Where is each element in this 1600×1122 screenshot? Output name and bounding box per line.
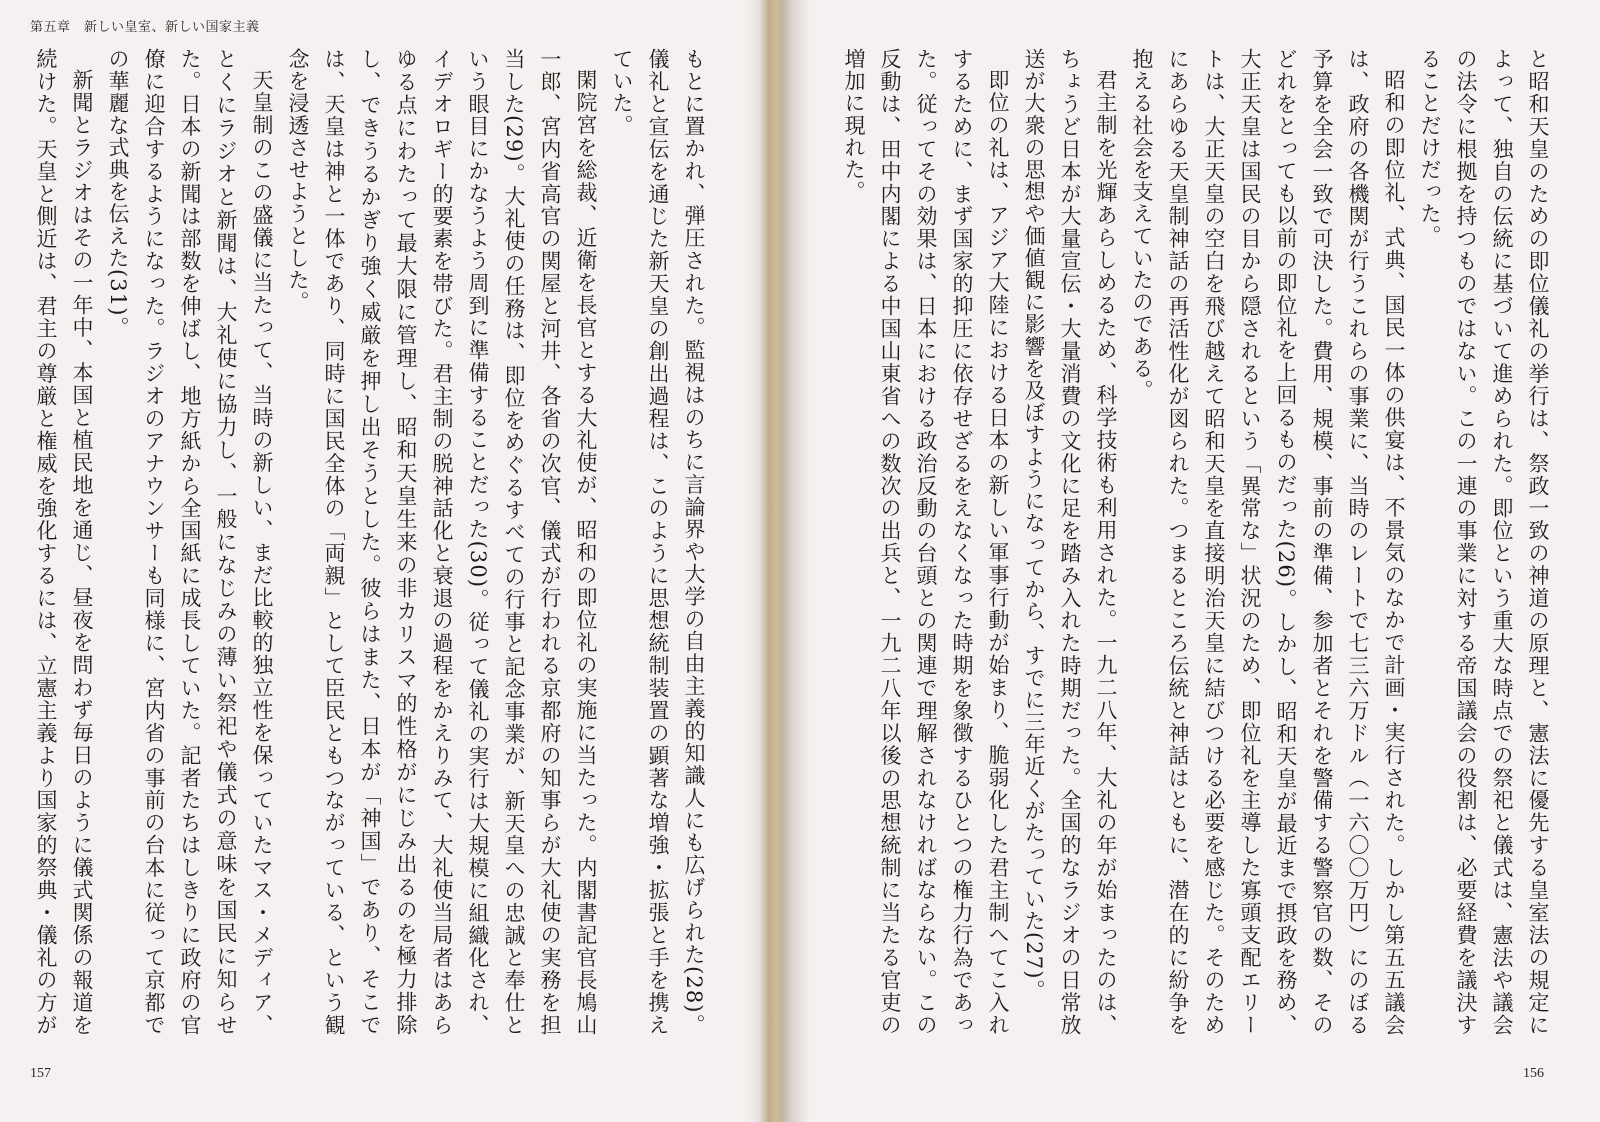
paragraph: 君主制を光輝あらしめるため、科学技術も利用された。一九二八年、大礼の年が始まったのは、ちょうど日本が大量宣伝・大量消費の文化に足を踏み入れた時期だった。全国的なラジオの日常放送が大衆の思想や価値観に影響を及ぼすようになってから、すでに三年近くがたっていた(27)。 bbox=[1022, 48, 1118, 1036]
paragraph: 即位の礼は、アジア大陸における日本の新しい軍事行動が始まり、脆弱化した君主制へてこ入れするために、まず国家的抑圧に依存せざるをえなくなった時期を象徴するひとつの権力行為であった。従ってその効果は、日本における政治反動の台頭との関連で理解されなければならない。この反動は、田中内閣による中国山東省への数次の出兵と、一九二八年以後の思想統制に当たる官吏の増加に現れた。 bbox=[842, 48, 1010, 1036]
page-number-right: 156 bbox=[1523, 1066, 1544, 1081]
page-number-left: 157 bbox=[30, 1066, 51, 1081]
paragraph: 昭和の即位礼、式典、国民一体の供宴は、不景気のなかで計画・実行された。しかし第五五議会は、政府の各機関が行うこれらの事業に、当時のレートで七三六万ドル（一六〇〇万円）にのぼる予算を全会一致で可決した。費用、規模、事前の準備、参加者とそれを警備する警察官の数、そのどれをとっても以前の即位礼を上回るものだった(26)。しかし、昭和天皇が最近まで摂政を務め、大正天皇は国民の目から隠されるという「異常な」状況のため、即位礼を主導した寡頭支配エリートは、大正天皇の空白を飛び越えて昭和天皇を直接明治天皇に結びつける必要を感じた。そのためにあらゆる天皇制神話の再活性化が図られた。つまるところ伝統と神話はともに、潜在的に紛争を抱える社会を支えていたのである。 bbox=[1130, 48, 1406, 1036]
left-page bbox=[0, 0, 770, 1122]
right-page bbox=[800, 0, 1600, 1122]
paragraph: 閑院宮を総裁、近衛を長官とする大礼使が、昭和の即位礼の実施に当たった。内閣書記官長鳩山一郎、宮内省高官の関屋と河井、各省の次官、儀式が行われる京都府の知事らが大礼使の実務を担当した(29)。大礼使の任務は、即位をめぐるすべての行事と記念事業が、新天皇への忠誠と奉仕という眼目にかなうよう周到に準備することだった(30)。従って儀礼の実行は大規模に組織化され、イデオロギー的要素を帯びた。君主制の脱神話化と衰退の過程をかえりみて、大礼使当局者はあらゆる点にわたって最大限に管理し、昭和天皇生来の非カリスマ的性格がにじみ出るのを極力排除し、できうるかぎり強く威厳を押し出そうとした。彼らはまた、日本が「神国」であり、そこでは、天皇は神と一体であり、同時に国民全体の「両親」として臣民ともつながっている、という観念を浸透させようとした。 bbox=[286, 48, 598, 1036]
book-gutter bbox=[744, 0, 810, 1122]
right-page-body bbox=[836, 48, 1556, 1036]
left-page-body bbox=[22, 48, 712, 1036]
paragraph: 天皇制のこの盛儀に当たって、当時の新しい、まだ比較的独立性を保っていたマス・メディア、とくにラジオと新聞は、大礼使に協力し、一般になじみの薄い祭祀や儀式の意味を国民に知らせた。日本の新聞は部数を伸ばし、地方紙から全国紙に成長していた。記者たちはしきりに政府の官僚に迎合するようになった。ラジオのアナウンサーも同様に、宮内省の事前の台本に従って京都での華麗な式典を伝えた(31)。 bbox=[106, 48, 274, 1036]
paragraph: 新聞とラジオはその一年中、本国と植民地を通じ、昼夜を問わず毎日のように儀式関係の報道を続けた。天皇と側近は、君主の尊厳と権威を強化するには、立憲主義より国家的祭典・儀礼の方が bbox=[34, 48, 94, 1036]
paragraph: もとに置かれ、弾圧された。監視はのちに言論界や大学の自由主義的知識人にも広げられた(28)。儀礼と宣伝を通じた新天皇の創出過程は、このように思想統制装置の顕著な増強・拡張と手を携えていた。 bbox=[610, 48, 706, 1036]
running-head: 第五章 新しい皇室、新しい国家主義 bbox=[30, 20, 260, 35]
paragraph: と昭和天皇のための即位儀礼の挙行は、祭政一致の神道の原理と、憲法に優先する皇室法の規定によって、独自の伝統に基づいて進められた。即位という重大な時点での祭祀と儀式は、憲法や議会の法令に根拠を持つものではない。この一連の事業に対する帝国議会の役割は、必要経費を議決することだけだった。 bbox=[1418, 48, 1550, 1036]
